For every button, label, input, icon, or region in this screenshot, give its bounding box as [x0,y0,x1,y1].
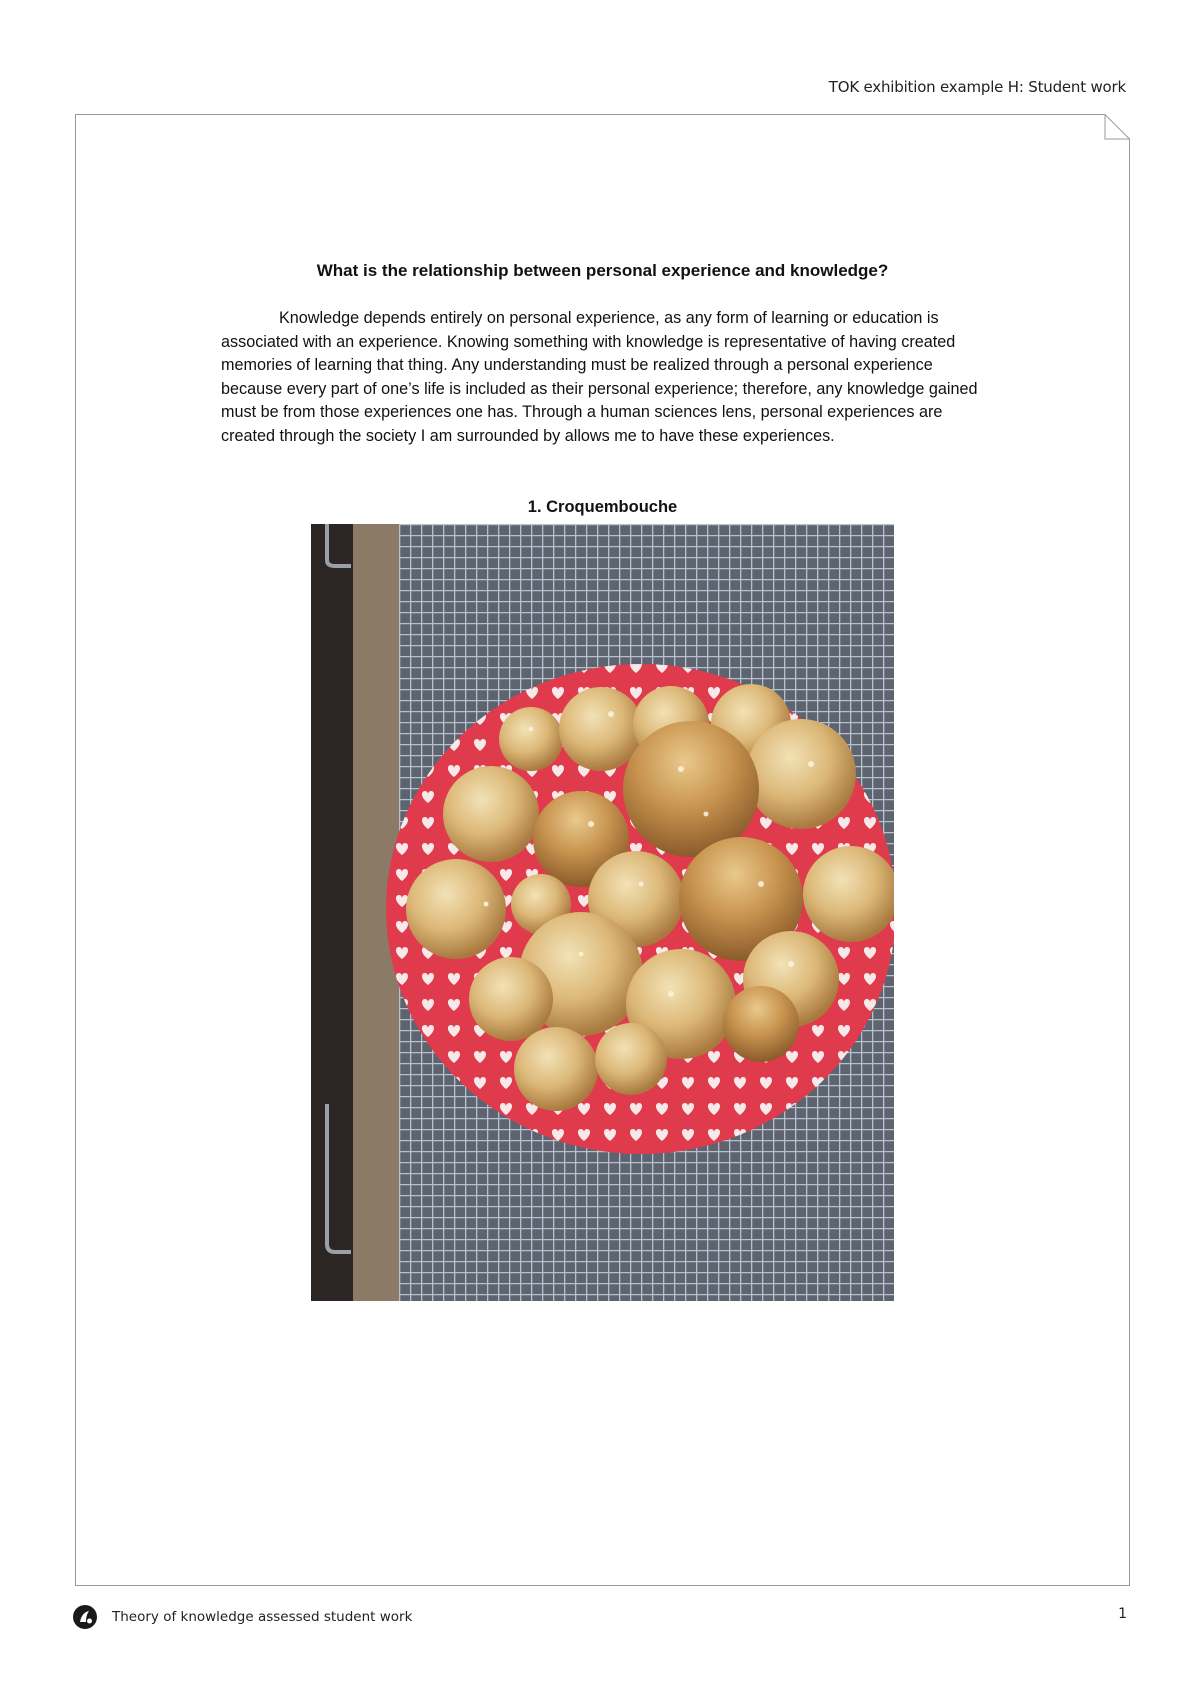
page-number: 1 [1118,1606,1127,1622]
essay-paragraph: Knowledge depends entirely on personal experience, as any form of learning or education is associated with an experience. Knowing something with knowledge is representative of having created memories of learning that thing. Any understanding must be realized through a personal experience because every part of one’s life is included as their personal experience; therefore, any knowledge gained must be from those experiences one has. Through a human sciences lens, personal experiences are created through the society I am surrounded by allows me to have these experiences. [221,309,978,445]
footer-publication: Theory of knowledge assessed student work [112,1609,413,1625]
page-frame [75,114,1130,1586]
ib-logo-icon [72,1604,98,1630]
footer [72,1604,412,1630]
figure-caption: 1. Croquembouche [527,498,678,516]
croquembouche-photo [311,524,894,1301]
running-header: TOK exhibition example H: Student work [828,78,1126,96]
essay-question: What is the relationship between personal experience and knowledge? [316,261,889,280]
